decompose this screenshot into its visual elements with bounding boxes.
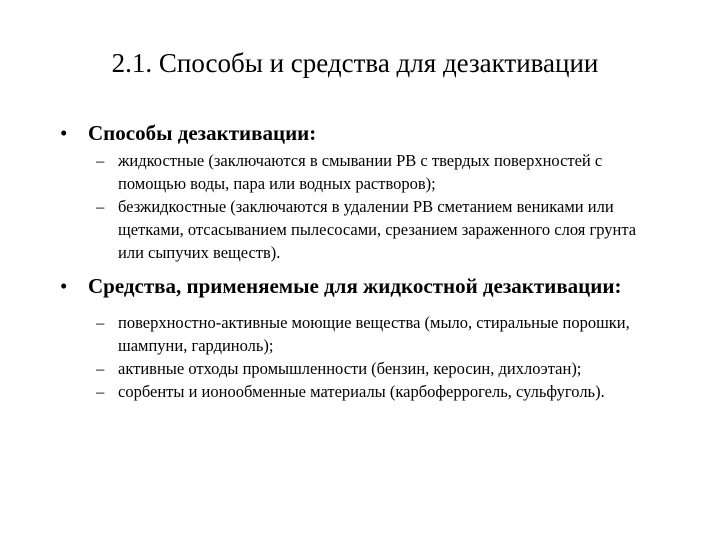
slide-title: 2.1. Способы и средства для дезактивации bbox=[111, 48, 599, 78]
list-item bbox=[60, 195, 660, 264]
sub-list bbox=[60, 311, 660, 403]
dash-icon: – bbox=[96, 151, 105, 170]
section-heading bbox=[60, 273, 660, 299]
list-item bbox=[60, 311, 660, 357]
section-heading-text: Средства, применяемые для жидкостной дезактивации: bbox=[88, 274, 622, 298]
bullet-icon: • bbox=[60, 274, 68, 298]
sub-list bbox=[60, 149, 660, 264]
list-item bbox=[60, 357, 660, 380]
dash-icon: – bbox=[96, 313, 105, 332]
bullet-icon: • bbox=[60, 121, 68, 145]
dash-icon: – bbox=[96, 382, 105, 401]
section-means bbox=[60, 273, 660, 403]
list-item-text: сорбенты и ионообменные материалы (карбоферрогель, сульфуголь). bbox=[118, 382, 605, 401]
list-item-text: поверхностно-активные моющие вещества (мыло, стиральные порошки, шампуни, гардиноль); bbox=[118, 313, 630, 355]
section-heading-text: Способы дезактивации: bbox=[88, 121, 317, 145]
list-item bbox=[60, 380, 660, 403]
section-heading bbox=[60, 120, 660, 146]
list-item bbox=[60, 149, 660, 195]
section-methods bbox=[60, 120, 660, 264]
list-item-text: жидкостные (заключаются в смывании РВ с твердых поверхностей с помощью воды, пара или водных растворов); bbox=[118, 151, 603, 193]
slide-content bbox=[60, 120, 660, 403]
list-item-text: активные отходы промышленности (бензин, керосин, дихлоэтан); bbox=[118, 359, 582, 378]
dash-icon: – bbox=[96, 359, 105, 378]
list-item-text: безжидкостные (заключаются в удалении РВ сметанием вениками или щетками, отсасыванием пылесосами, срезанием зараженного слоя грунта или сыпучих веществ). bbox=[118, 197, 637, 262]
dash-icon: – bbox=[96, 197, 105, 216]
